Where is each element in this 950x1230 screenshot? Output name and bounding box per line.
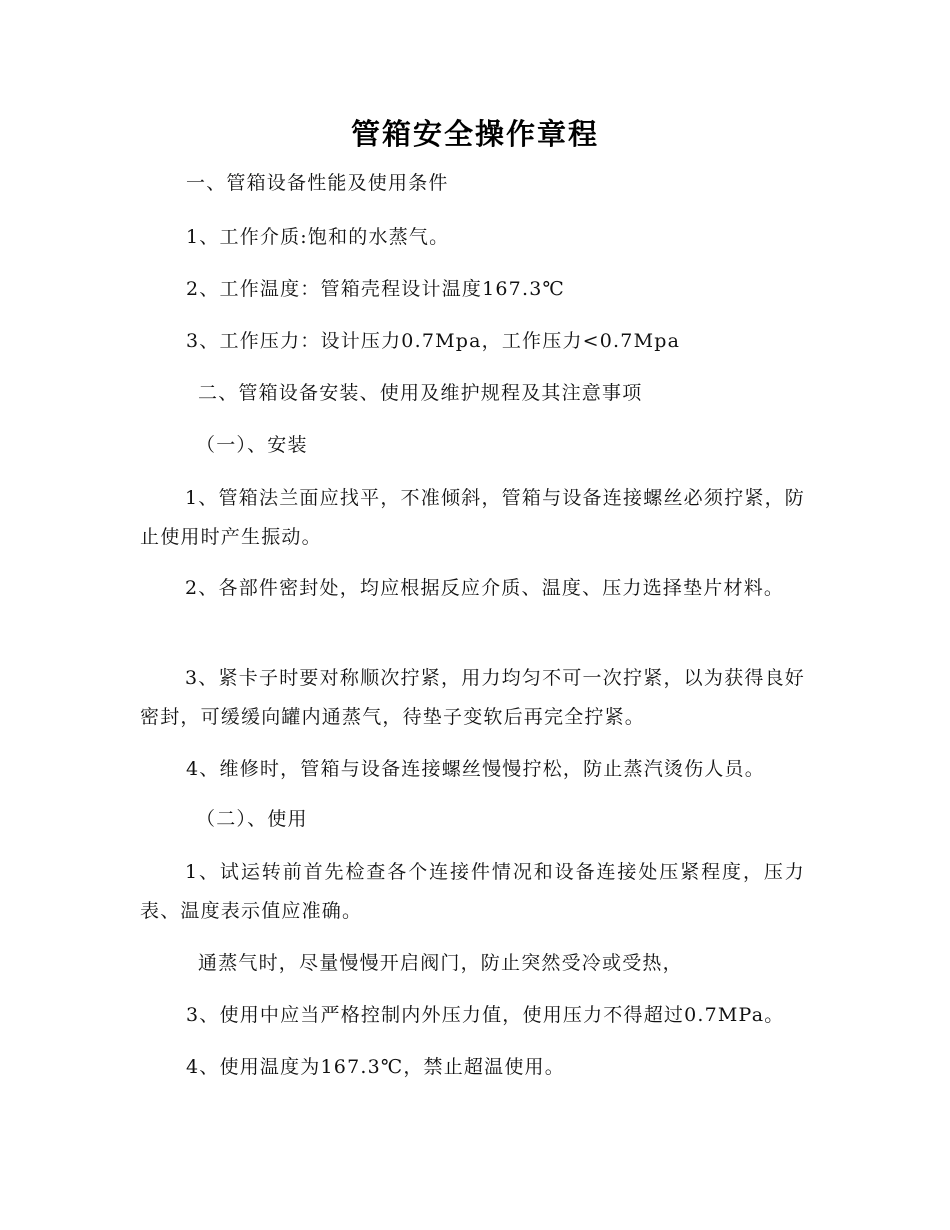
use-item-4: 4、使用温度为167.3℃，禁止超温使用。 [186, 1056, 565, 1078]
install-item-3: 3、紧卡子时要对称顺次拧紧，用力均匀不可一次拧紧，以为获得良好密封，可缓缓向罐内通蒸气，待垫子变软后再完全拧紧。 [140, 667, 805, 728]
s1-item-2: 2、工作温度：管箱壳程设计温度167.3℃ [186, 278, 565, 300]
use-item-2: 通蒸气时，尽量慢慢开启阀门，防止突然受冷或受热， [198, 952, 683, 974]
s1-item-3: 3、工作压力：设计压力0.7Mpa，工作压力<0.7Mpa [186, 330, 681, 352]
install-item-1: 1、管箱法兰面应找平，不准倾斜，管箱与设备连接螺丝必须拧紧，防止使用时产生振动。 [140, 487, 805, 548]
document-title: 管箱安全操作章程 [350, 117, 599, 151]
use-item-3: 3、使用中应当严格控制内外压力值，使用压力不得超过0.7MPa。 [186, 1004, 785, 1026]
install-item-2: 2、各部件密封处，均应根据反应介质、温度、压力选择垫片材料。 [185, 577, 785, 599]
section1-heading: 一、管箱设备性能及使用条件 [186, 172, 449, 194]
subsection-use-heading: （二）、使用 [196, 808, 308, 830]
subsection-install-heading: （一）、安装 [196, 434, 308, 456]
s1-item-1: 1、工作介质:饱和的水蒸气。 [186, 226, 450, 248]
use-item-1: 1、试运转前首先检查各个连接件情况和设备连接处压紧程度，压力表、温度表示值应准确。 [140, 861, 805, 922]
install-item-4: 4、维修时，管箱与设备连接螺丝慢慢拧松，防止蒸汽烫伤人员。 [186, 758, 765, 780]
section2-heading: 二、管箱设备安装、使用及维护规程及其注意事项 [198, 382, 643, 404]
